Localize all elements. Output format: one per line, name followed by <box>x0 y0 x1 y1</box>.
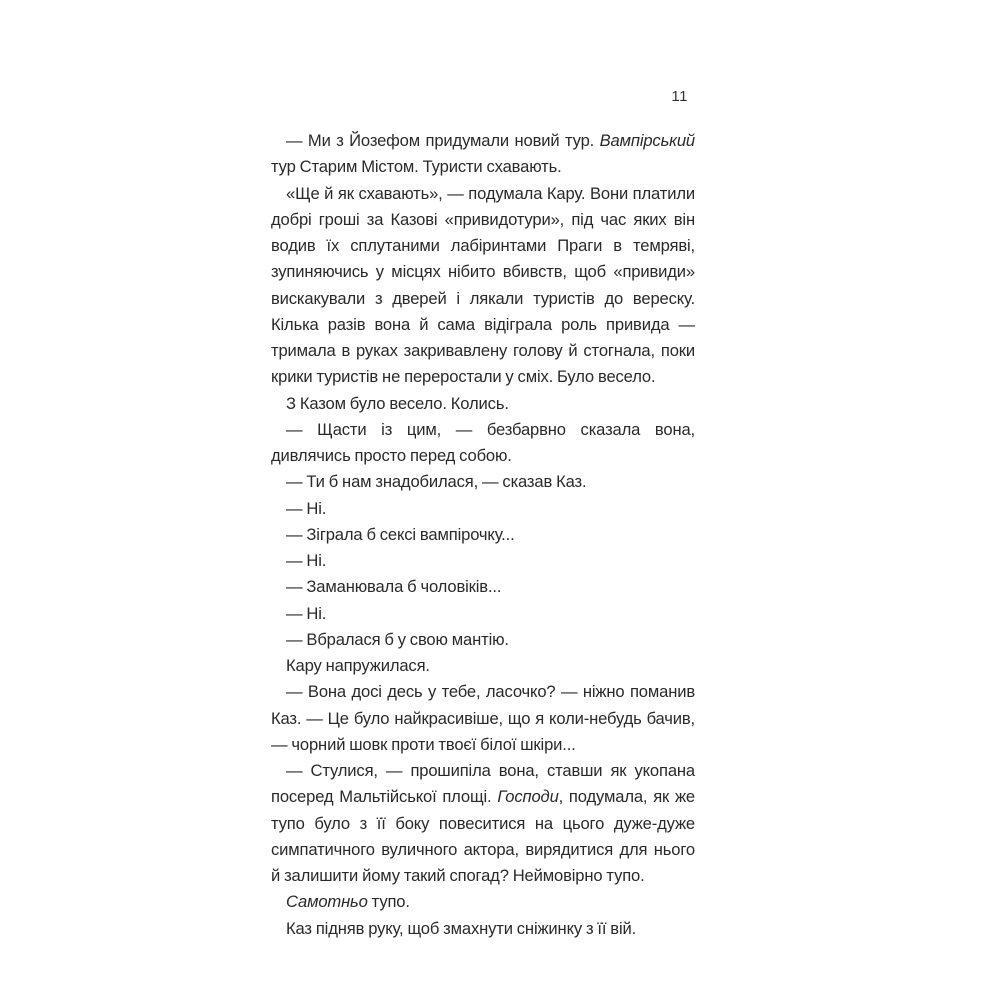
paragraph: Кару напружилася. <box>286 656 430 675</box>
paragraph: — Стулися, — прошипіла вона, ставши як укопана посеред Мальтійської площі. Господи, подумала, як же тупо було з її боку повеситися на цього дуже-дуже симпатичного вуличного актора, вирядитися для нього й залишити йому такий спогад? Неймовірно тупо. <box>271 761 695 885</box>
paragraph: — Ти б нам знадобилася, — сказав Каз. <box>286 472 587 492</box>
paragraph: Самотньо тупо. <box>286 892 410 912</box>
paragraph: — Зіграла б сексі вампірочку... <box>286 524 515 544</box>
paragraph: — Вбралася б у свою мантію. <box>286 629 509 649</box>
paragraph: — Ми з Йозефом придумали новий тур. Вампірський тур Старим Містом. Туристи схавають. <box>271 131 695 177</box>
paragraph: З Казом було весело. Колись. <box>286 393 509 413</box>
paragraph: — Щасти із цим, — безбарвно сказала вона, дивлячись просто перед собою. <box>271 419 695 465</box>
paragraph: — Вона досі десь у тебе, ласочко? — ніжно поманив Каз. — Це було найкрасивіше, що я коли-небудь бачив, — чорний шовк проти твоєї білої шкіри... <box>271 682 695 754</box>
paragraph: — Ні. <box>286 551 327 570</box>
paragraph: — Заманювала б чоловіків... <box>286 577 502 597</box>
paragraph: — Ні. <box>286 498 327 518</box>
paragraph: — Ні. <box>286 603 327 623</box>
page-number: 11 <box>671 88 688 105</box>
paragraph: Каз підняв руку, щоб змахнути сніжинку з її вій. <box>286 918 637 938</box>
body-text <box>271 128 695 942</box>
paragraph: «Ще й як схавають», — подумала Кару. Вони платили добрі гроші за Казові «привидотури», під час яких він водив їх сплутаними лабіринтами Праги в темряві, зупиняючись у місцях нібито вбивств, щоб «привиди» вискакували з дверей і лякали туристів до вереску. Кілька разів вона й сама відіграла роль привида — тримала в руках закривавлену голову й стогнала, поки крики туристів не переростали у сміх. Було весело. <box>271 183 695 387</box>
